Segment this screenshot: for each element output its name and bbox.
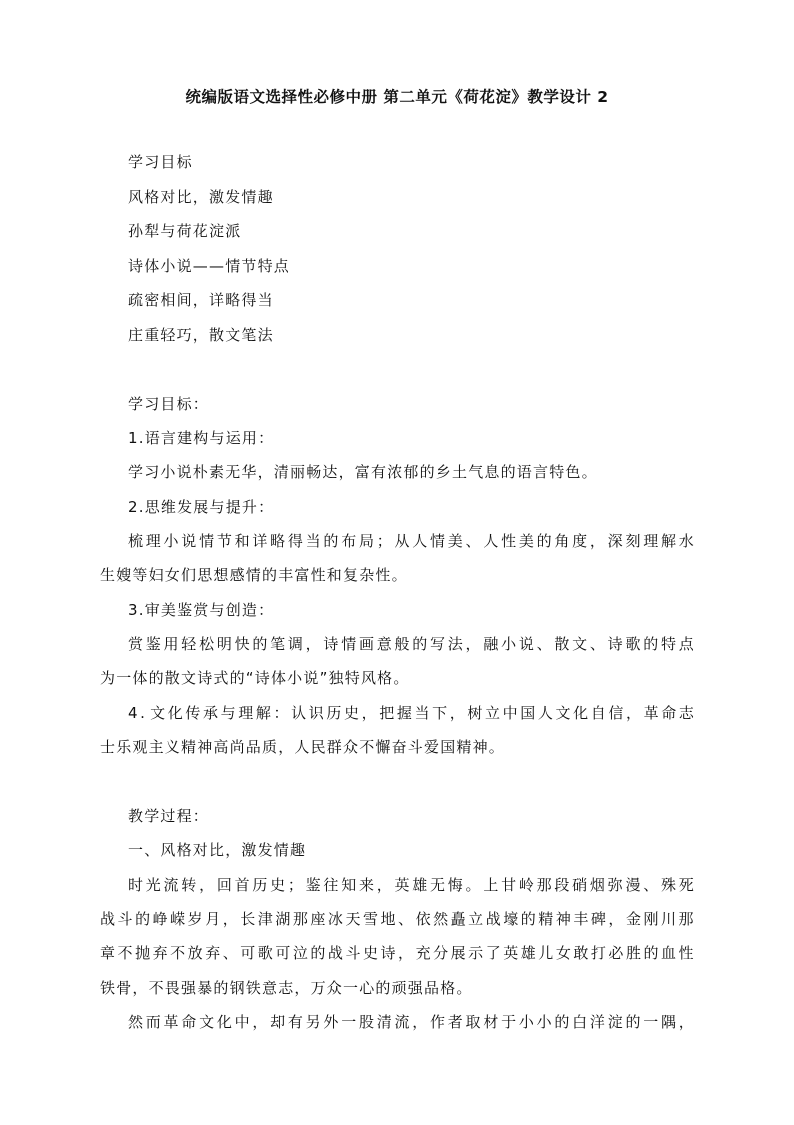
glyph: 无: [430, 876, 446, 894]
glyph: 地: [380, 910, 396, 928]
glyph: 作: [430, 1013, 446, 1031]
glyph: 来: [358, 876, 374, 894]
glyph: 洋: [589, 1013, 605, 1031]
glyph: 从: [394, 532, 410, 550]
objective-text: 为一体的散文诗式的“诗体小说”独特风格。: [100, 669, 410, 687]
glyph: 天: [345, 910, 361, 928]
glyph: 分: [433, 944, 449, 962]
glyph: 战: [100, 910, 116, 928]
glyph: 不: [117, 944, 133, 962]
glyph: ，: [361, 704, 377, 722]
glyph: 冰: [327, 910, 343, 928]
glyph: 。: [465, 876, 481, 894]
glyph: 淀: [607, 1013, 623, 1031]
glyph: 文: [150, 704, 166, 722]
glyph: 局: [358, 532, 374, 550]
glyph: ，: [465, 635, 481, 653]
glyph: 、: [222, 944, 238, 962]
glyph: 性: [501, 532, 517, 550]
glyph: 4: [128, 704, 138, 722]
glyph: 把: [379, 704, 395, 722]
glyph: 的: [252, 635, 268, 653]
glyph: 悔: [447, 876, 463, 894]
glyph: ，: [626, 704, 642, 722]
objective-text: [128, 531, 694, 551]
glyph: 材: [483, 1013, 499, 1031]
glyph: 文: [555, 704, 571, 722]
glyph: 有: [287, 1013, 303, 1031]
glyph: 的: [310, 944, 326, 962]
glyph: 般: [394, 635, 410, 653]
glyph: 的: [554, 1013, 570, 1031]
glyph: 自: [590, 704, 606, 722]
glyph: 弃: [205, 944, 221, 962]
section-title: 一、风格对比，激发情趣: [128, 841, 307, 859]
glyph: 一: [643, 1013, 659, 1031]
glyph: 雄: [412, 876, 428, 894]
glyph: 取: [465, 1013, 481, 1031]
glyph: 承: [203, 704, 219, 722]
glyph: 史: [344, 704, 360, 722]
glyph: 写: [430, 635, 446, 653]
glyph: 融: [483, 635, 499, 653]
glyph: 却: [270, 1013, 286, 1031]
glyph: 深: [607, 532, 623, 550]
glyph: 史: [270, 876, 286, 894]
glyph: 转: [181, 876, 197, 894]
glyph: 光: [145, 876, 161, 894]
glyph: 另: [305, 1013, 321, 1031]
glyph: 识: [308, 704, 324, 722]
glyph: 解: [660, 532, 676, 550]
glyph: 英: [394, 876, 410, 894]
glyph: 命: [661, 704, 677, 722]
glyph: 诗: [380, 944, 396, 962]
glyph: 当: [414, 704, 430, 722]
glyph: 血: [661, 944, 677, 962]
glyph: 一: [341, 1013, 357, 1031]
glyph: 抛: [135, 944, 151, 962]
glyph: 斗: [345, 944, 361, 962]
glyph: 历: [252, 876, 268, 894]
glyph: 赏: [128, 635, 144, 653]
glyph: 知: [341, 876, 357, 894]
glyph: 认: [291, 704, 307, 722]
glyph: 章: [100, 944, 116, 962]
glyph: 历: [326, 704, 342, 722]
glyph: 斗: [117, 910, 133, 928]
glyph: 回: [216, 876, 232, 894]
glyph: ：: [273, 704, 289, 722]
glyph: 殊: [660, 876, 676, 894]
glyph: 略: [270, 532, 286, 550]
glyph: ，: [412, 1013, 428, 1031]
glyph: 志: [678, 704, 694, 722]
glyph: 意: [376, 635, 392, 653]
glyph: 化: [573, 704, 589, 722]
document-title: 统编版语文选择性必修中册 第二单元《荷花淀》教学设计 2: [185, 88, 609, 106]
objective-text: [128, 634, 694, 654]
glyph: 化: [216, 1013, 232, 1031]
glyph: 者: [447, 1013, 463, 1031]
process-heading: 教学过程：: [128, 807, 210, 825]
glyph: ，: [398, 944, 414, 962]
glyph: 流: [394, 1013, 410, 1031]
glyph: 详: [252, 532, 268, 550]
outline-item: 风格对比，激发情趣: [128, 188, 274, 206]
glyph: 史: [362, 944, 378, 962]
glyph: 与: [220, 704, 236, 722]
glyph: 座: [310, 910, 326, 928]
glyph: ，: [252, 1013, 268, 1031]
glyph: 的: [135, 910, 151, 928]
glyph: 英: [503, 944, 519, 962]
glyph: 明: [216, 635, 232, 653]
glyph: 诗: [323, 635, 339, 653]
glyph: 说: [181, 532, 197, 550]
glyph: 点: [678, 635, 694, 653]
objective-text: [128, 703, 694, 723]
glyph: 长: [240, 910, 256, 928]
glyph: .: [140, 704, 145, 722]
glyph: ，: [678, 1013, 694, 1031]
glyph: 那: [678, 910, 694, 928]
glyph: 小: [501, 635, 517, 653]
glyph: 不: [170, 944, 186, 962]
glyph: 然: [128, 1013, 144, 1031]
glyph: 的: [323, 532, 339, 550]
glyph: 度: [572, 532, 588, 550]
glyph: 传: [185, 704, 201, 722]
glyph: 小: [163, 532, 179, 550]
glyph: 于: [501, 1013, 517, 1031]
glyph: 津: [257, 910, 273, 928]
glyph: 泣: [292, 944, 308, 962]
glyph: 壕: [503, 910, 519, 928]
glyph: 烟: [589, 876, 605, 894]
glyph: 峥: [152, 910, 168, 928]
glyph: 节: [216, 532, 232, 550]
glyph: 女: [555, 944, 571, 962]
glyph: 得: [287, 532, 303, 550]
glyph: 胜: [625, 944, 641, 962]
objective-title: 3.审美鉴赏与创造：: [128, 601, 275, 619]
glyph: 的: [643, 635, 659, 653]
glyph: 清: [376, 1013, 392, 1031]
glyph: 性: [678, 944, 694, 962]
glyph: 中: [502, 704, 518, 722]
glyph: 嵘: [170, 910, 186, 928]
glyph: ，: [608, 910, 624, 928]
outline-item: 孙犁与荷花淀派: [128, 222, 242, 240]
objective-text: 学习小说朴素无华，清丽畅达，富有浓郁的乡土气息的语言特色。: [128, 463, 598, 481]
glyph: 岭: [518, 876, 534, 894]
glyph: ；: [376, 532, 392, 550]
glyph: 文: [572, 635, 588, 653]
glyph: 法: [447, 635, 463, 653]
glyph: 段: [554, 876, 570, 894]
glyph: 放: [187, 944, 203, 962]
glyph: 调: [287, 635, 303, 653]
glyph: 儿: [538, 944, 554, 962]
paragraph-line: [100, 909, 694, 929]
glyph: 中: [234, 1013, 250, 1031]
paragraph-line: [128, 1012, 694, 1032]
glyph: 金: [625, 910, 641, 928]
glyph: 布: [341, 532, 357, 550]
glyph: ，: [449, 704, 465, 722]
glyph: 雪: [362, 910, 378, 928]
glyph: 月: [205, 910, 221, 928]
glyph: 当: [305, 532, 321, 550]
glyph: 、: [465, 532, 481, 550]
outline-item: 疏密相间，详略得当: [128, 291, 274, 309]
paragraph-line: [100, 943, 694, 963]
glyph: 轻: [181, 635, 197, 653]
glyph: 那: [292, 910, 308, 928]
glyph: 革: [643, 704, 659, 722]
glyph: 的: [536, 532, 552, 550]
glyph: 刚: [643, 910, 659, 928]
glyph: 、: [536, 635, 552, 653]
glyph: 流: [163, 876, 179, 894]
glyph: 了: [485, 944, 501, 962]
glyph: 战: [327, 944, 343, 962]
glyph: 歌: [257, 944, 273, 962]
glyph: 示: [468, 944, 484, 962]
glyph: 湖: [275, 910, 291, 928]
glyph: 的: [643, 944, 659, 962]
glyph: 、: [589, 635, 605, 653]
glyph: 信: [608, 704, 624, 722]
glyph: 人: [483, 532, 499, 550]
glyph: 情: [430, 532, 446, 550]
outline-item: 诗体小说——情节特点: [128, 257, 291, 275]
glyph: 立: [468, 910, 484, 928]
objective-title: 2.思维发展与提升：: [128, 498, 275, 516]
glyph: 而: [145, 1013, 161, 1031]
glyph: 画: [358, 635, 374, 653]
glyph: 然: [433, 910, 449, 928]
glyph: 和: [234, 532, 250, 550]
glyph: 笔: [270, 635, 286, 653]
glyph: 岁: [187, 910, 203, 928]
glyph: 美: [447, 532, 463, 550]
glyph: 情: [341, 635, 357, 653]
objective-text: 士乐观主义精神高尚品质，人民群众不懈奋斗爱国精神。: [100, 738, 506, 756]
glyph: 理: [643, 532, 659, 550]
glyph: 人: [537, 704, 553, 722]
glyph: 敢: [573, 944, 589, 962]
glyph: ，: [589, 532, 605, 550]
glyph: 川: [661, 910, 677, 928]
glyph: 往: [323, 876, 339, 894]
glyph: 必: [608, 944, 624, 962]
glyph: 雄: [520, 944, 536, 962]
paragraph-line: [128, 875, 694, 895]
glyph: 文: [199, 1013, 215, 1031]
glyph: 人: [412, 532, 428, 550]
glyph: 死: [678, 876, 694, 894]
glyph: 白: [572, 1013, 588, 1031]
glyph: 理: [145, 532, 161, 550]
glyph: ，: [376, 876, 392, 894]
glyph: 硝: [572, 876, 588, 894]
glyph: 小: [518, 1013, 534, 1031]
glyph: ，: [222, 910, 238, 928]
glyph: 神: [555, 910, 571, 928]
objectives-heading: 学习目标：: [128, 395, 210, 413]
glyph: ；: [287, 876, 303, 894]
glyph: 歌: [625, 635, 641, 653]
glyph: 股: [358, 1013, 374, 1031]
outline-heading: 学习目标: [128, 153, 193, 171]
glyph: 理: [238, 704, 254, 722]
glyph: 鉴: [145, 635, 161, 653]
glyph: 碑: [590, 910, 606, 928]
glyph: 、: [398, 910, 414, 928]
glyph: 下: [432, 704, 448, 722]
glyph: 那: [536, 876, 552, 894]
glyph: 可: [275, 944, 291, 962]
glyph: ，: [199, 876, 215, 894]
glyph: 丰: [573, 910, 589, 928]
glyph: 化: [167, 704, 183, 722]
glyph: 梳: [128, 532, 144, 550]
glyph: 弃: [152, 944, 168, 962]
glyph: 美: [518, 532, 534, 550]
glyph: 解: [255, 704, 271, 722]
glyph: 依: [415, 910, 431, 928]
glyph: 首: [234, 876, 250, 894]
glyph: 用: [163, 635, 179, 653]
glyph: 鉴: [305, 876, 321, 894]
glyph: 的: [520, 910, 536, 928]
glyph: 上: [483, 876, 499, 894]
glyph: 诗: [607, 635, 623, 653]
glyph: 甘: [501, 876, 517, 894]
glyph: 树: [467, 704, 483, 722]
glyph: 水: [678, 532, 694, 550]
glyph: 的: [412, 635, 428, 653]
glyph: 的: [625, 1013, 641, 1031]
glyph: 外: [323, 1013, 339, 1031]
glyph: 情: [199, 532, 215, 550]
paragraph-line: 铁骨，不畏强暴的钢铁意志，万众一心的顽强品格。: [100, 979, 473, 997]
glyph: 精: [538, 910, 554, 928]
glyph: 散: [554, 635, 570, 653]
glyph: 时: [128, 876, 144, 894]
glyph: 小: [536, 1013, 552, 1031]
glyph: 说: [518, 635, 534, 653]
glyph: 革: [163, 1013, 179, 1031]
outline-item: 庄重轻巧，散文笔法: [128, 326, 274, 344]
glyph: 弥: [607, 876, 623, 894]
glyph: 国: [520, 704, 536, 722]
glyph: 特: [660, 635, 676, 653]
glyph: 刻: [625, 532, 641, 550]
glyph: 握: [396, 704, 412, 722]
glyph: 立: [485, 704, 501, 722]
glyph: 角: [554, 532, 570, 550]
glyph: 充: [415, 944, 431, 962]
glyph: 可: [240, 944, 256, 962]
glyph: 漫: [625, 876, 641, 894]
glyph: ，: [305, 635, 321, 653]
glyph: 打: [590, 944, 606, 962]
objective-title: 1.语言建构与运用：: [128, 429, 275, 447]
glyph: 快: [234, 635, 250, 653]
glyph: 命: [181, 1013, 197, 1031]
glyph: 战: [485, 910, 501, 928]
objective-text: 生嫂等妇女们思想感情的丰富性和复杂性。: [100, 566, 408, 584]
glyph: 松: [199, 635, 215, 653]
glyph: 矗: [450, 910, 466, 928]
glyph: 、: [643, 876, 659, 894]
glyph: 展: [450, 944, 466, 962]
glyph: 隅: [660, 1013, 676, 1031]
